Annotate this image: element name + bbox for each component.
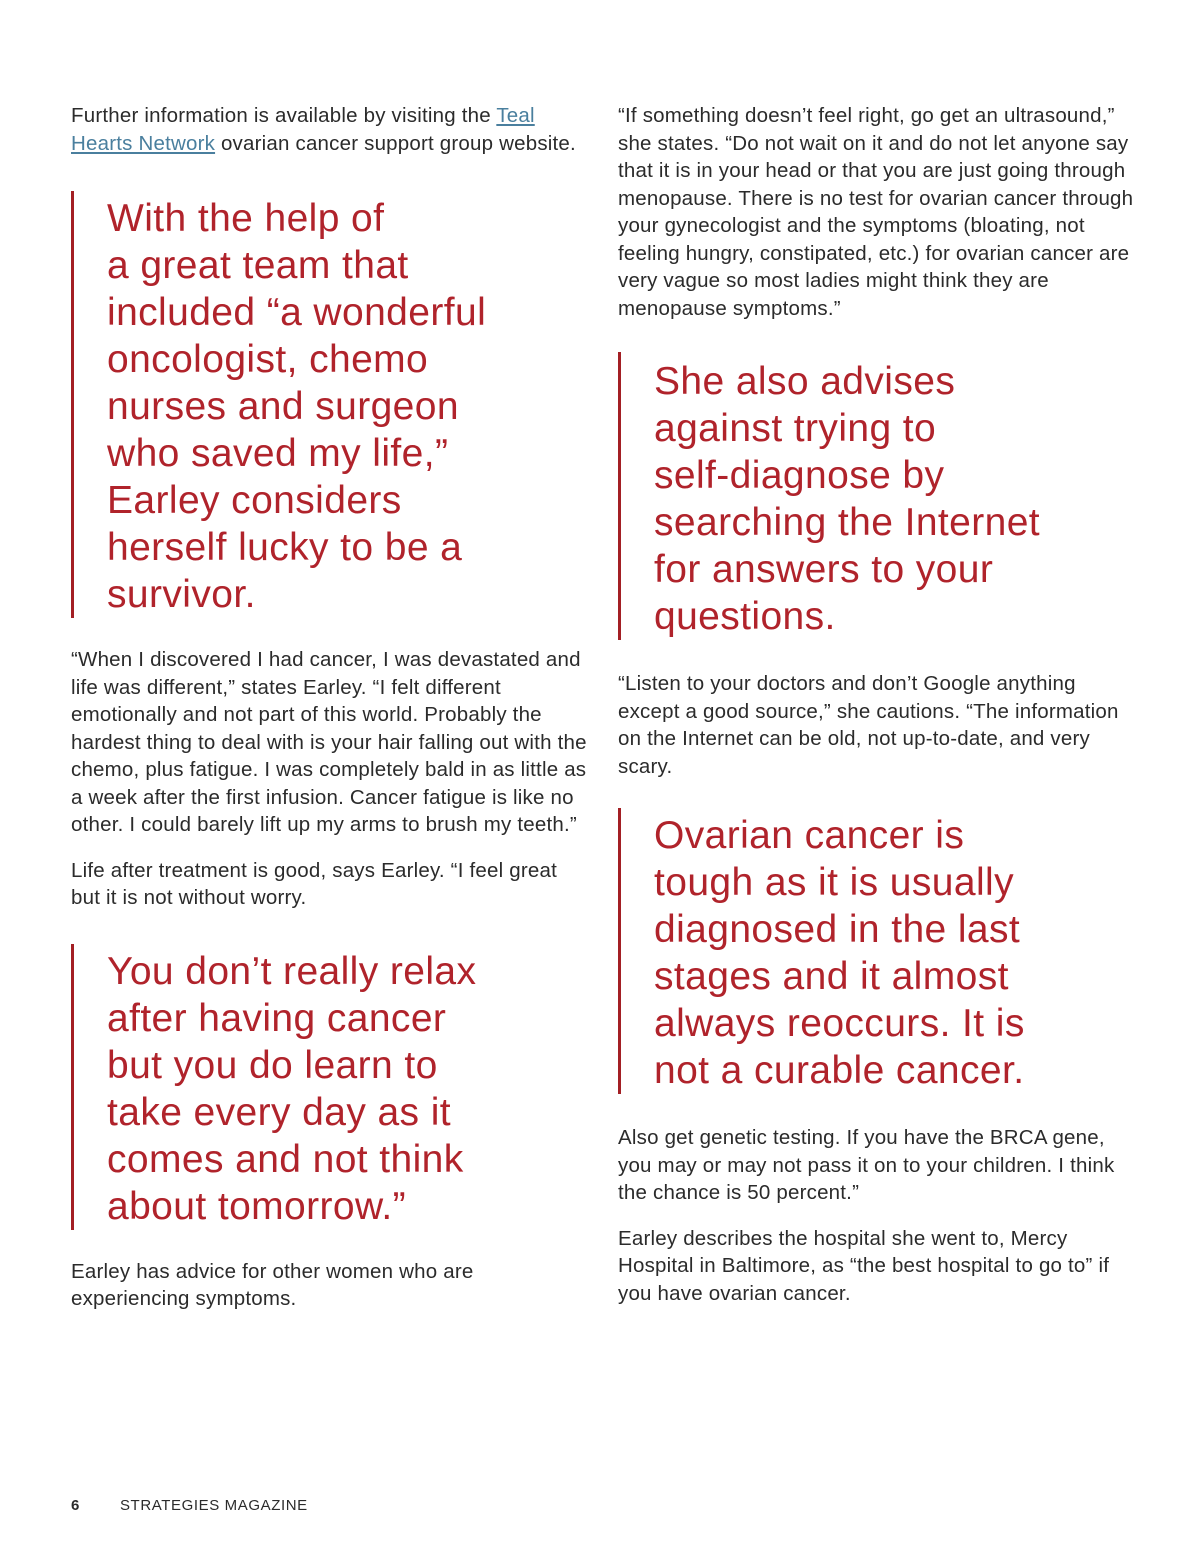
pullquote-line: nurses and surgeon (107, 385, 459, 428)
pullquote-line: Ovarian cancer is (654, 814, 965, 857)
pullquote-line: against trying to (654, 407, 937, 450)
pullquote-line: herself lucky to be a (107, 526, 463, 569)
intro-text-before: Further information is available by visiting the (71, 104, 497, 127)
right-column (618, 102, 1138, 1307)
pullquote-line: searching the Internet (654, 501, 1041, 544)
pullquote-line: Earley considers (107, 479, 402, 522)
pullquote-line: tough as it is usually (654, 861, 1014, 904)
pullquote-line: self-diagnose by (654, 454, 945, 497)
left-column (71, 102, 591, 1313)
pullquote-line: diagnosed in the last (654, 908, 1021, 951)
pullquote-line: With the help of (107, 197, 385, 240)
listen-doctors-paragraph: “Listen to your doctors and don’t Google anything except a good source,” she cautions. “The information on the Internet can be old, not up-to-date, and very scary. (618, 672, 1119, 778)
pullquote-line: take every day as it (107, 1090, 451, 1134)
pullquote-line: You don’t really relax (107, 949, 477, 993)
page-number: 6 (71, 1497, 80, 1514)
intro-text-after: ovarian cancer support group website. (215, 131, 576, 155)
pullquote-line: for answers to your (654, 548, 994, 591)
pullquote-line: after having cancer (107, 996, 447, 1040)
pullquote-line: questions. (654, 595, 836, 638)
pullquote-line: included “a wonderful (107, 291, 487, 334)
life-after-treatment-paragraph: Life after treatment is good, says Earley. “I feel great but it is not without worry. (71, 858, 557, 909)
pullquote-line: survivor. (107, 573, 256, 616)
pullquote-ovarian-tough (618, 808, 1138, 1094)
pullquote-line: who saved my life,” (107, 432, 449, 475)
pullquote-line: always reoccurs. It is (654, 1002, 1025, 1045)
pullquote-line: comes and not think (107, 1137, 464, 1181)
pullquote-team (71, 191, 591, 618)
pullquote-self-diagnose (618, 352, 1138, 640)
page-footer (71, 1497, 308, 1514)
pullquote-line: a great team that (107, 244, 409, 287)
discovered-cancer-paragraph: “When I discovered I had cancer, I was devastated and life was different,” states Earley. “I felt different emotionally and not part of this world. Probably the hardest thing to deal with is your hair falling out with the chemo, plus fatigue. I was completely bald in as little as a week after the first infusion. Cancer fatigue is like no other. I could barely lift up my arms to brush my teeth.” (71, 648, 587, 836)
hospital-paragraph: Earley describes the hospital she went to, Mercy Hospital in Baltimore, as “the best hospital to go to” if you have ovarian cancer. (618, 1226, 1110, 1305)
advice-paragraph: Earley has advice for other women who are experiencing symptoms. (71, 1259, 474, 1310)
pullquote-line: stages and it almost (654, 955, 1009, 998)
teal-hearts-network-link[interactable]: Teal Hearts Network (71, 104, 535, 155)
pullquote-line: not a curable cancer. (654, 1049, 1025, 1092)
genetic-testing-paragraph: Also get genetic testing. If you have the BRCA gene, you may or may not pass it on to your children. I think the chance is 50 percent.” (618, 1126, 1115, 1204)
ultrasound-paragraph: “If something doesn’t feel right, go get an ultrasound,” she states. “Do not wait on it and do not let anyone say that it is in your head or that you are just going through menopause. There is no test for ovarian cancer through your gynecologist and the symptoms (bloating, not feeling hungry, constipated, etc.) for ovarian cancer are very vague so most ladies might think they are menopause symptoms.” (618, 104, 1134, 320)
pullquote-line: oncologist, chemo (107, 338, 429, 381)
publication-name: STRATEGIES MAGAZINE (119, 1497, 308, 1514)
pullquote-relax (71, 944, 591, 1230)
pullquote-line: about tomorrow.” (107, 1184, 407, 1228)
pullquote-line: but you do learn to (107, 1043, 438, 1087)
pullquote-line: She also advises (654, 360, 956, 403)
intro-paragraph (71, 102, 591, 157)
